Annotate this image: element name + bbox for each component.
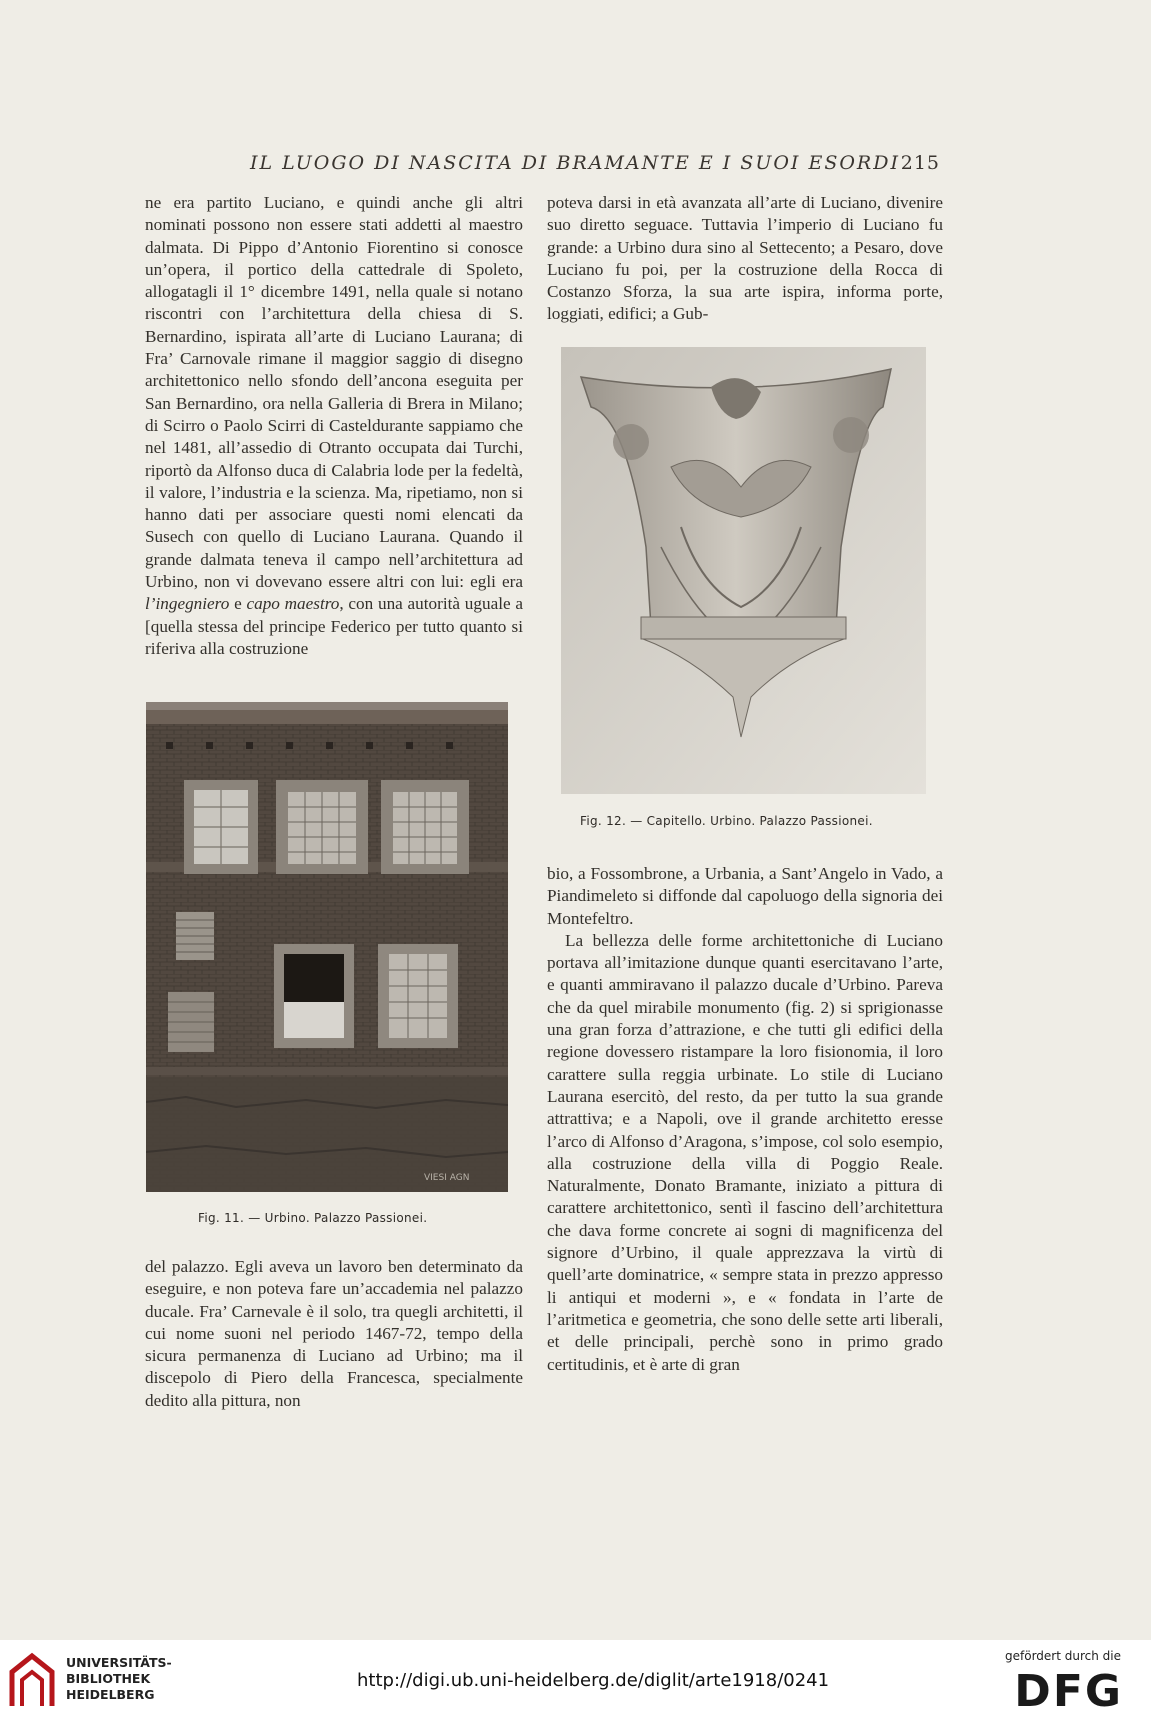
figure-12-photo-capital (561, 347, 926, 794)
capital-image (561, 347, 926, 794)
photo-signature: VIESI AGN (424, 1173, 470, 1183)
library-name-line1: UNIVERSITÄTS- (66, 1655, 172, 1670)
italic-term-capo-maestro: capo maestro (246, 594, 340, 614)
running-header (240, 152, 940, 182)
left-column-bottom-text (145, 1256, 523, 1412)
palazzo-facade-image (146, 702, 508, 1192)
paragraph-text: ne era partito Luciano, e quindi anche gli altri nominati possono non essere stati addetti al maestro dalmata. Di Pippo d’Antonio Fiorentino si conosce un’opera, il portico della cattedrale di Spoleto, allogatagli il 1° dicembre 1491, nella quale si notano riscontri con l’architettura della chiesa di S. Bernardino, ispirata all’arte di Luciano Laurana; di Fra’ Carnovale rimane il maggior saggio di disegno architettonico nello sfondo dell’ancona eseguita per San Bernardino, ora nella Galleria di Brera in Milano; di Scirro o Paolo Scirri di Casteldurante sappiamo che nel 1481, all’assedio di Otranto occupata dai Turchi, riportò da Alfonso duca di Calabria lode per la fedeltà, il valore, l’industria e la scienza. Ma, ripetiamo, non si hanno dati per associare questi nomi elencati da Susech con quello di Luciano Laurana. Quando il grande dalmata teneva il campo nell’architettura ad Urbino, non vi dovevano essere altri con lui: (145, 193, 523, 592)
library-name (66, 1655, 172, 1703)
figure-12-caption: Fig. 12. — Capitello. Urbino. Palazzo Passionei. (580, 814, 873, 828)
dfg-logo: DFG (1014, 1666, 1123, 1717)
page-number: 215 (900, 152, 940, 174)
paragraph-text-mid: e (229, 594, 247, 614)
figure-11-photo-palazzo-facade (146, 702, 508, 1192)
library-name-line3: HEIDELBERG (66, 1687, 155, 1702)
running-title: IL LUOGO DI NASCITA DI BRAMANTE E I SUOI ESORDI (250, 152, 900, 174)
digitization-footer (0, 1640, 1151, 1725)
university-library-logo-icon (6, 1652, 58, 1712)
paragraph: poteva darsi in età avanzata all’arte di Luciano, divenire suo diretto seguace. Tuttavia l’imperio di Luciano fu grande: a Urbino dura sino al Settecento; a Pesaro, dove Luciano fu poi, per la costruzione della Rocca di Costanzo Sforza, la sua arte ispira, informa porte, loggiati, edifici; a Gub- (547, 193, 943, 324)
paragraph (145, 192, 523, 660)
italic-term-ingegniero: l’ingegniero (145, 594, 230, 614)
paragraph-text-post: , con una autorità uguale a [quella stessa del principe Federico per tutto quanto si riferiva alla costruzione (145, 594, 523, 658)
paragraph: La bellezza delle forme architettoniche di Luciano portava all’imitazione dunque quanti esercitavano l’arte, e quanti ammiravano il palazzo ducale d’Urbino. Pareva che da quel mirabile monumento (fig. 2) si sprigionasse una gran forza d’attrazione, e che tutti gli edifici della regione dovessero ristampare la loro fisionomia, il loro carattere sulla reggia urbinate. Lo stile di Luciano Laurana esercitò, del resto, da per tutto la sua grande attrattiva; e a Napoli, ove il grande architetto eresse l’arco di Alfonso d’Aragona, s’impose, col solo esempio, alla costruzione della villa di Poggio Reale. Naturalmente, Donato Bramante, iniziato a pittura di carattere architettonico, sentì il fascino dell’architettura che dava forme concrete ai sogni di magnificenza del signore d’Urbino, il quale apprezzava la virtù di quell’arte dominatrice, « sempre stata in prezzo appresso li antiqui et moderni », e « fondata in l’arte de l’aritmetica e geometria, che sono delle sette arti liberali, et delle principali, perchè sono in primo grado certitudinis, et è arte di gran (547, 930, 943, 1374)
paragraph: bio, a Fossombrone, a Urbania, a Sant’Angelo in Vado, a Piandimeleto si diffonde dal capoluogo della signoria dei Montefeltro. (547, 864, 943, 928)
paragraph: del palazzo. Egli aveva un lavoro ben determinato da eseguire, e non poteva fare un’accademia nel palazzo ducale. Fra’ Carnevale è il solo, tra quegli architetti, il cui nome suoni nel periodo 1467-72, tempo della sicura permanenza di Luciano ad Urbino; ma il discepolo di Piero della Francesca, specialmente dedito alla pittura, non (145, 1257, 523, 1410)
left-column-top-text (145, 192, 523, 660)
paragraph-text-pre: egli era (470, 572, 523, 592)
library-name-line2: BIBLIOTHEK (66, 1671, 151, 1686)
permalink-url[interactable]: http://digi.ub.uni-heidelberg.de/diglit/arte1918/0241 (357, 1670, 830, 1691)
upper-windows (184, 780, 469, 874)
funding-label: gefördert durch die (1005, 1649, 1121, 1663)
right-column-main-text (547, 863, 943, 1376)
right-column-top-text (547, 192, 943, 326)
figure-11-caption: Fig. 11. — Urbino. Palazzo Passionei. (198, 1211, 428, 1225)
